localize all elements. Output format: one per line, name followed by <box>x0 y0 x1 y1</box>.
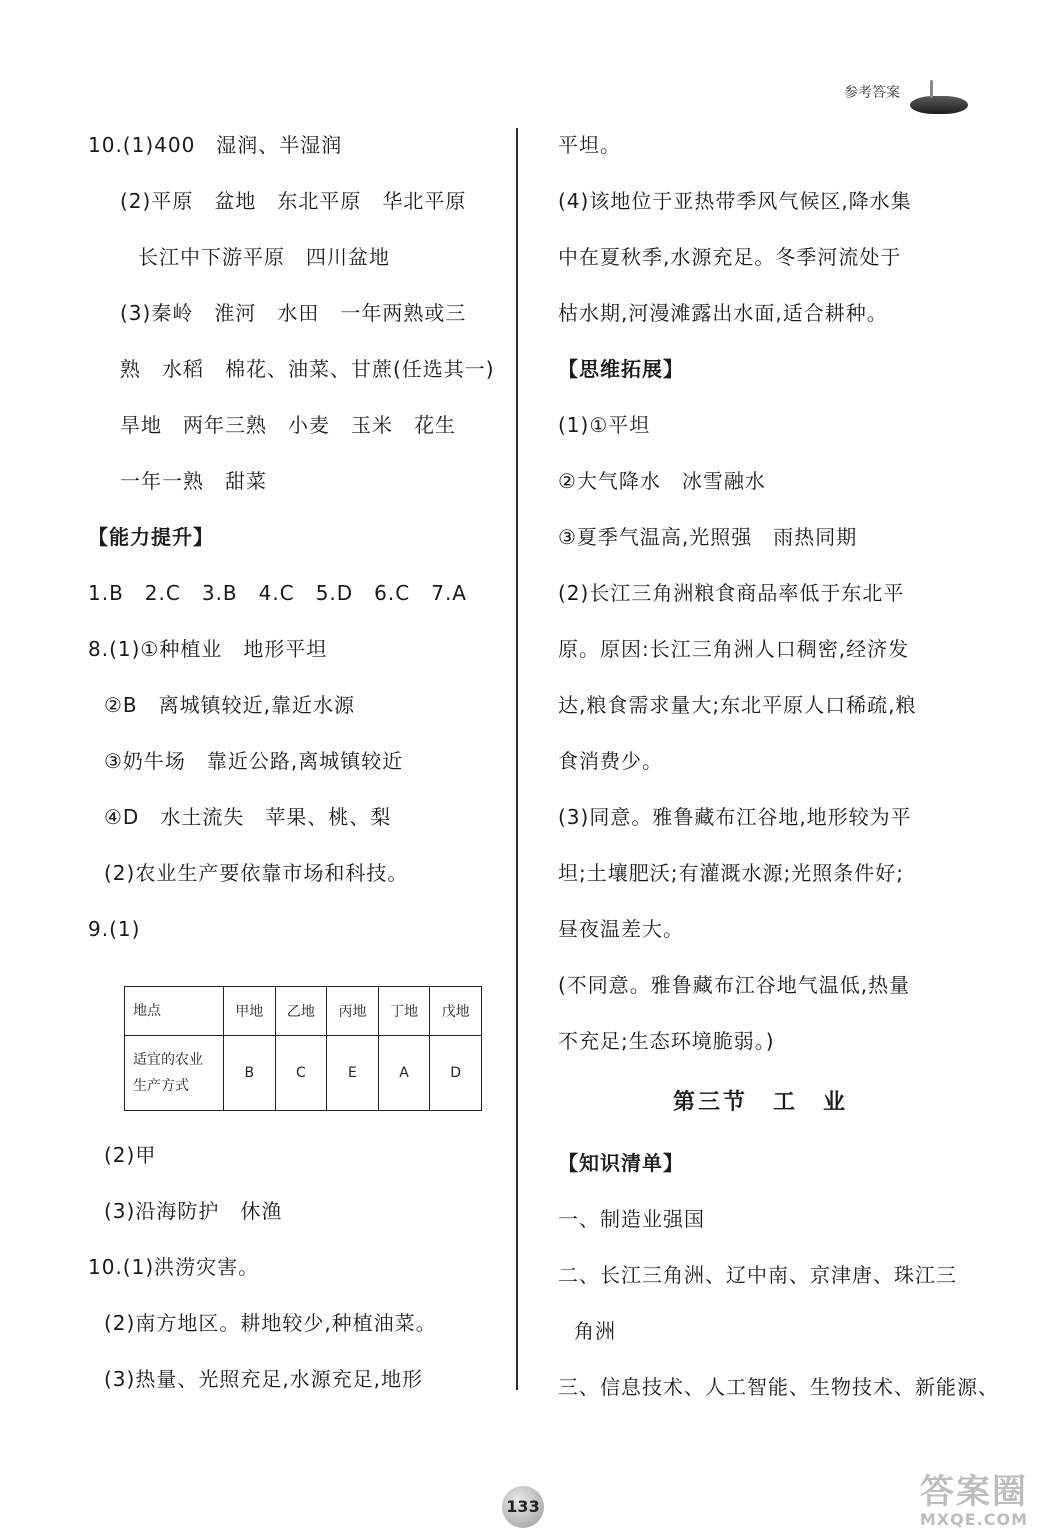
table-cell: 戊地 <box>430 987 482 1036</box>
table-cell: 乙地 <box>275 987 327 1036</box>
table-cell: E <box>327 1036 379 1111</box>
answer-line: ③奶牛场 靠近公路,离城镇较近 <box>104 749 404 773</box>
answer-line: 9.(1) <box>88 917 141 941</box>
answer-line: 二、长江三角洲、辽中南、京津唐、珠江三 <box>558 1263 957 1287</box>
column-divider <box>516 128 518 1390</box>
table-cell: C <box>275 1036 327 1111</box>
table-row <box>125 1036 482 1111</box>
answer-line: 坦;土壤肥沃;有灌溉水源;光照条件好; <box>558 861 904 885</box>
answer-line: 三、信息技术、人工智能、生物技术、新能源、 <box>558 1375 999 1399</box>
answer-line: 枯水期,河漫滩露出水面,适合耕种。 <box>558 301 888 325</box>
answer-line: 一、制造业强国 <box>558 1207 705 1231</box>
watermark <box>898 1474 1028 1534</box>
watermark-url: MXQE.COM <box>919 1510 1028 1529</box>
answer-line: 昼夜温差大。 <box>558 917 684 941</box>
row-label-line: 适宜的农业 <box>133 1052 203 1068</box>
answer-line: ③夏季气温高,光照强 雨热同期 <box>558 525 858 549</box>
answer-table <box>124 986 482 1111</box>
answer-line: ④D 水土流失 苹果、桃、梨 <box>104 805 392 829</box>
section-heading: 【思维拓展】 <box>558 357 684 381</box>
answer-line: (2)甲 <box>104 1143 157 1167</box>
answer-line: 8.(1)①种植业 地形平坦 <box>88 637 328 661</box>
section-heading: 【能力提升】 <box>88 525 214 549</box>
answer-line: ②B 离城镇较近,靠近水源 <box>104 693 356 717</box>
header-label: 参考答案 <box>844 85 900 101</box>
table-cell: B <box>224 1036 276 1111</box>
table-header-row <box>125 987 482 1036</box>
answer-line: (3)热量、光照充足,水源充足,地形 <box>104 1367 424 1391</box>
answer-line: (2)平原 盆地 东北平原 华北平原 <box>120 189 467 213</box>
answer-line: (2)长江三角洲粮食商品率低于东北平 <box>558 581 905 605</box>
answer-line: 达,粮食需求量大;东北平原人口稀疏,粮 <box>558 693 917 717</box>
table-cell: 丁地 <box>378 987 430 1036</box>
table-cell: D <box>430 1036 482 1111</box>
answer-line: 原。原因:长江三角洲人口稠密,经济发 <box>558 637 910 661</box>
table-cell: 甲地 <box>224 987 276 1036</box>
answer-line: 角洲 <box>574 1319 616 1343</box>
answer-line: 10.(1)400 湿润、半湿润 <box>88 133 343 157</box>
answer-line: 熟 水稻 棉花、油菜、甘蔗(任选其一) <box>120 357 495 381</box>
table-row-label <box>125 1036 224 1111</box>
table-cell: 地点 <box>125 987 224 1036</box>
answer-line: 中在夏秋季,水源充足。冬季河流处于 <box>558 245 902 269</box>
table-cell: A <box>378 1036 430 1111</box>
answer-line: (3)同意。雅鲁藏布江谷地,地形较为平 <box>558 805 912 829</box>
row-label-line: 生产方式 <box>133 1078 189 1094</box>
answer-line: 旱地 两年三熟 小麦 玉米 花生 <box>120 413 456 437</box>
answer-line: 长江中下游平原 四川盆地 <box>138 245 390 269</box>
answer-line: (2)南方地区。耕地较少,种植油菜。 <box>104 1311 437 1335</box>
answer-line: (2)农业生产要依靠市场和科技。 <box>104 861 409 885</box>
table-cell: 丙地 <box>327 987 379 1036</box>
answer-line: (1)①平坦 <box>558 413 651 437</box>
section-heading: 【知识清单】 <box>558 1151 684 1175</box>
answer-line: (4)该地位于亚热带季风气候区,降水集 <box>558 189 912 213</box>
answer-line: (3)沿海防护 休渔 <box>104 1199 283 1223</box>
header-decoration-icon <box>910 96 968 114</box>
answer-line: 10.(1)洪涝灾害。 <box>88 1255 260 1279</box>
answer-line: 食消费少。 <box>558 749 663 773</box>
answer-line: 一年一熟 甜菜 <box>120 469 267 493</box>
answer-line: (3)秦岭 淮河 水田 一年两熟或三 <box>120 301 467 325</box>
section-title: 第三节 工 业 <box>672 1090 848 1115</box>
page-number: 133 <box>502 1486 544 1528</box>
answer-line: (不同意。雅鲁藏布江谷地气温低,热量 <box>558 973 911 997</box>
page-header <box>838 78 968 118</box>
answer-line: 1.B 2.C 3.B 4.C 5.D 6.C 7.A <box>88 581 467 605</box>
answer-line: 平坦。 <box>558 133 621 157</box>
answer-line: ②大气降水 冰雪融水 <box>558 469 766 493</box>
watermark-logo: 答案圈 <box>920 1472 1028 1512</box>
answer-line: 不充足;生态环境脆弱。) <box>558 1029 775 1053</box>
